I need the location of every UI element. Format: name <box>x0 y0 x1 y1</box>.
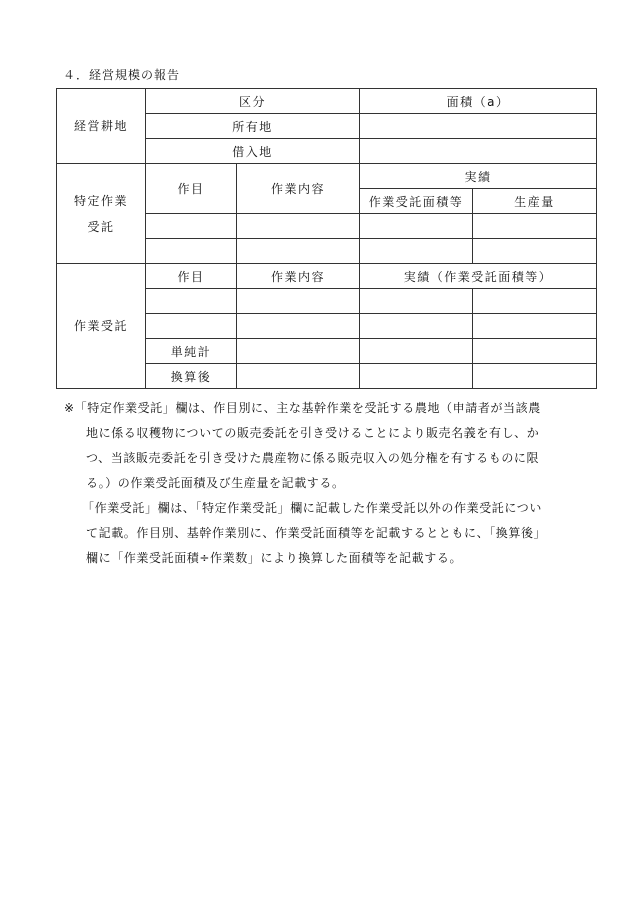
input-cell[interactable] <box>237 364 360 389</box>
section-title: ４．経営規模の報告 <box>63 68 181 82</box>
input-cell[interactable] <box>237 314 360 339</box>
input-cell[interactable] <box>360 239 473 264</box>
note-line: ※「特定作業受託」欄は、作目別に、主な基幹作業を受託する農地（申請者が当該農 <box>64 401 541 415</box>
notes-block <box>64 396 590 571</box>
production-header: 生産量 <box>473 189 597 214</box>
note-line: つ、当該販売委託を引き受けた農産物に係る販売収入の処分権を有するものに限 <box>86 451 540 465</box>
results-contract-area-header: 実績（作業受託面積等） <box>360 264 597 289</box>
note-line: て記載。作目別、基幹作業別に、作業受託面積等を記載するとともに、「換算後」 <box>86 526 547 540</box>
work-content-header: 作業内容 <box>237 264 360 289</box>
input-cell[interactable] <box>473 364 597 389</box>
input-cell[interactable] <box>146 239 237 264</box>
specific-contract-label-line2: 受託 <box>87 219 115 234</box>
input-cell[interactable] <box>237 289 360 314</box>
input-cell[interactable] <box>360 364 473 389</box>
note-line: 「作業受託」欄は、「特定作業受託」欄に記載した作業受託以外の作業受託につい <box>82 501 542 515</box>
owned-land-area-cell[interactable] <box>360 114 597 139</box>
leased-land-area-cell[interactable] <box>360 139 597 164</box>
specific-contract-label <box>57 164 146 264</box>
input-cell[interactable] <box>146 289 237 314</box>
management-scale-table <box>56 88 597 389</box>
owned-land-label: 所有地 <box>146 114 360 139</box>
table-row <box>57 89 597 114</box>
input-cell[interactable] <box>360 314 473 339</box>
crop-header: 作目 <box>146 264 237 289</box>
work-content-header: 作業内容 <box>237 164 360 214</box>
input-cell[interactable] <box>473 239 597 264</box>
input-cell[interactable] <box>473 214 597 239</box>
table-row <box>57 264 597 289</box>
contract-area-header: 作業受託面積等 <box>360 189 473 214</box>
note-line: る。）の作業受託面積及び生産量を記載する。 <box>86 476 345 490</box>
input-cell[interactable] <box>473 314 597 339</box>
table-row <box>57 164 597 189</box>
input-cell[interactable] <box>360 339 473 364</box>
cultivated-land-label: 経営耕地 <box>57 89 146 164</box>
work-contract-label: 作業受託 <box>57 264 146 389</box>
area-header: 面積（a） <box>360 89 597 114</box>
note-line: 欄に「作業受託面積÷作業数」により換算した面積等を記載する。 <box>86 551 463 565</box>
input-cell[interactable] <box>237 214 360 239</box>
input-cell[interactable] <box>146 214 237 239</box>
input-cell[interactable] <box>360 289 473 314</box>
leased-land-label: 借入地 <box>146 139 360 164</box>
input-cell[interactable] <box>360 214 473 239</box>
category-header: 区分 <box>146 89 360 114</box>
input-cell[interactable] <box>237 339 360 364</box>
converted-label: 換算後 <box>146 364 237 389</box>
results-header: 実績 <box>360 164 597 189</box>
simple-total-label: 単純計 <box>146 339 237 364</box>
input-cell[interactable] <box>473 289 597 314</box>
specific-contract-label-line1: 特定作業 <box>73 193 128 208</box>
note-line: 地に係る収穫物についての販売委託を引き受けることにより販売名義を有し、か <box>86 426 540 440</box>
input-cell[interactable] <box>237 239 360 264</box>
input-cell[interactable] <box>146 314 237 339</box>
crop-header: 作目 <box>146 164 237 214</box>
input-cell[interactable] <box>473 339 597 364</box>
